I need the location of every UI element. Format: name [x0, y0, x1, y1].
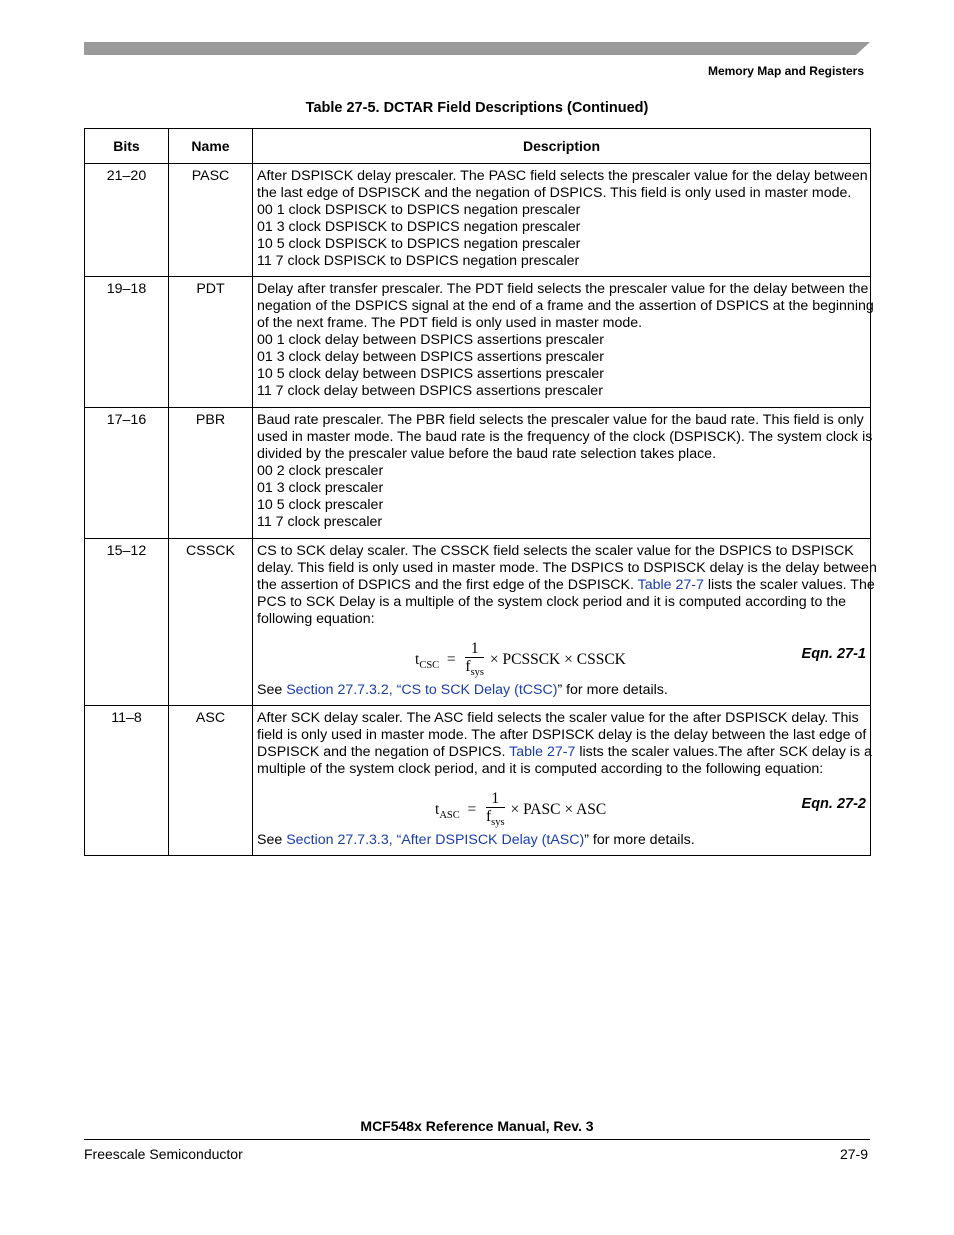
table-row — [85, 277, 871, 408]
bits-cell: 19–18 — [85, 277, 169, 408]
description-text: the assertion of DSPICS and the first edge of the DSPISCK. — [257, 577, 638, 593]
description-line — [257, 744, 872, 761]
description-line: 11 7 clock prescaler — [257, 514, 383, 530]
see-also-line: See Section 27.7.3.3, “After DSPISCK Delay (tASC)” for more details. — [257, 832, 695, 848]
table-row — [85, 539, 871, 706]
col-header-bits: Bits — [85, 129, 169, 164]
description-line: 10 5 clock DSPISCK to DSPICS negation prescaler — [257, 236, 581, 252]
page-number: 27-9 — [839, 1146, 868, 1162]
description-cell — [253, 539, 877, 706]
name-cell: PDT — [169, 277, 253, 408]
description-line: field is only used in master mode. The after DSPISCK delay is the delay between the last edge of — [257, 727, 867, 743]
description-line: of the next frame. The PDT field is only used in master mode. — [257, 315, 643, 331]
bits-cell: 15–12 — [85, 539, 169, 706]
description-line: CS to SCK delay scaler. The CSSCK field selects the scaler value for the DSPICS to DSPISCK — [257, 543, 854, 559]
description-line: 00 2 clock prescaler — [257, 463, 384, 479]
name-cell: ASC — [169, 706, 253, 856]
description-line — [257, 577, 875, 594]
table-row — [85, 164, 871, 277]
description-line: 10 5 clock prescaler — [257, 497, 384, 513]
description-line: Baud rate prescaler. The PBR field selects the prescaler value for the baud rate. This field is only — [257, 412, 864, 428]
field-descriptions-table — [84, 128, 877, 856]
section-27-7-3-3-link[interactable]: Section 27.7.3.3, “After DSPISCK Delay (tASC) — [286, 832, 585, 848]
bits-cell: 21–20 — [85, 164, 169, 277]
equation-label: Eqn. 27-1 — [801, 646, 866, 662]
description-line: 11 7 clock DSPISCK to DSPICS negation prescaler — [257, 253, 580, 269]
description-line: Delay after transfer prescaler. The PDT field selects the prescaler value for the delay between the — [257, 281, 869, 297]
table-header-row — [85, 129, 871, 164]
footer-title: MCF548x Reference Manual, Rev. 3 — [360, 1118, 594, 1134]
description-cell — [253, 277, 874, 408]
description-line: After DSPISCK delay prescaler. The PASC field selects the prescaler value for the delay between — [257, 168, 868, 184]
description-line: delay. This field is only used in master mode. The DSPICS to DSPISCK delay is the delay between — [257, 560, 877, 576]
description-cell — [253, 706, 871, 856]
description-line: 11 7 clock delay between DSPICS assertions prescaler — [257, 383, 603, 399]
table-row — [85, 408, 871, 539]
table-27-7-link[interactable]: Table 27-7 — [637, 577, 704, 593]
description-line: PCS to SCK Delay is a multiple of the system clock period and it is computed according to the — [257, 594, 847, 610]
description-line: negation of the DSPICS signal at the end of a frame and the assertion of DSPICS at the beginning — [257, 298, 874, 314]
description-line: used in master mode. The baud rate is the frequency of the clock (DSPISCK). The system clock is — [257, 429, 873, 445]
description-line: following equation: — [257, 611, 375, 627]
description-line: the last edge of DSPISCK and the negation of DSPICS. This field is only used in master mode. — [257, 185, 852, 201]
description-text: DSPISCK and the negation of DSPICS. — [257, 744, 510, 760]
description-line: 01 3 clock DSPISCK to DSPICS negation prescaler — [257, 219, 581, 235]
name-cell: PBR — [169, 408, 253, 539]
fraction: $\frac{1}{f_{sys}}$ — [465, 640, 485, 679]
running-header: Memory Map and Registers — [707, 64, 864, 78]
fraction: $\frac{1}{f_{sys}}$ — [486, 790, 505, 829]
description-line: 01 3 clock prescaler — [257, 480, 384, 496]
table-title: Table 27-5. DCTAR Field Descriptions (Continued) — [305, 100, 649, 116]
equation-27-1 — [257, 634, 866, 682]
col-header-name: Name — [169, 129, 253, 164]
description-text: lists the scaler values. The — [703, 577, 875, 593]
table-row — [85, 706, 871, 856]
equation-27-2 — [257, 784, 866, 832]
name-cell: CSSCK — [169, 539, 253, 706]
footer-company: Freescale Semiconductor — [84, 1146, 243, 1162]
bits-cell: 11–8 — [85, 706, 169, 856]
description-cell — [253, 408, 871, 539]
section-27-7-3-2-link[interactable]: Section 27.7.3.2, “CS to SCK Delay (tCSC) — [286, 682, 558, 698]
bits-cell: 17–16 — [85, 408, 169, 539]
col-header-description: Description — [253, 129, 871, 164]
equation-math: $t_{CSC}$ = $\frac{1}{f_{sys}}$ × PCSSCK × CSSCK — [415, 640, 626, 681]
equation-math: $t_{ASC}$ = $\frac{1}{f_{sys}}$ × PASC × ASC — [435, 790, 606, 831]
description-line: 00 1 clock DSPISCK to DSPICS negation prescaler — [257, 202, 581, 218]
description-line: 01 3 clock delay between DSPICS assertions prescaler — [257, 349, 604, 365]
description-line: 00 1 clock delay between DSPICS assertions prescaler — [257, 332, 604, 348]
name-cell: PASC — [169, 164, 253, 277]
description-text: lists the scaler values.The after SCK delay is a — [575, 744, 872, 760]
table-27-7-link[interactable]: Table 27-7 — [509, 744, 576, 760]
description-line: After SCK delay scaler. The ASC field selects the scaler value for the after DSPISCK delay. This — [257, 710, 859, 726]
equation-label: Eqn. 27-2 — [801, 796, 866, 812]
footer-divider — [84, 1139, 870, 1140]
description-line: multiple of the system clock period, and it is computed according to the following equation: — [257, 761, 824, 777]
description-line: 10 5 clock delay between DSPICS assertions prescaler — [257, 366, 604, 382]
header-bar — [84, 42, 870, 55]
description-line: divided by the prescaler value before the baud rate selection takes place. — [257, 446, 717, 462]
description-cell — [253, 164, 871, 277]
see-also-line: See Section 27.7.3.2, “CS to SCK Delay (tCSC)” for more details. — [257, 682, 668, 698]
